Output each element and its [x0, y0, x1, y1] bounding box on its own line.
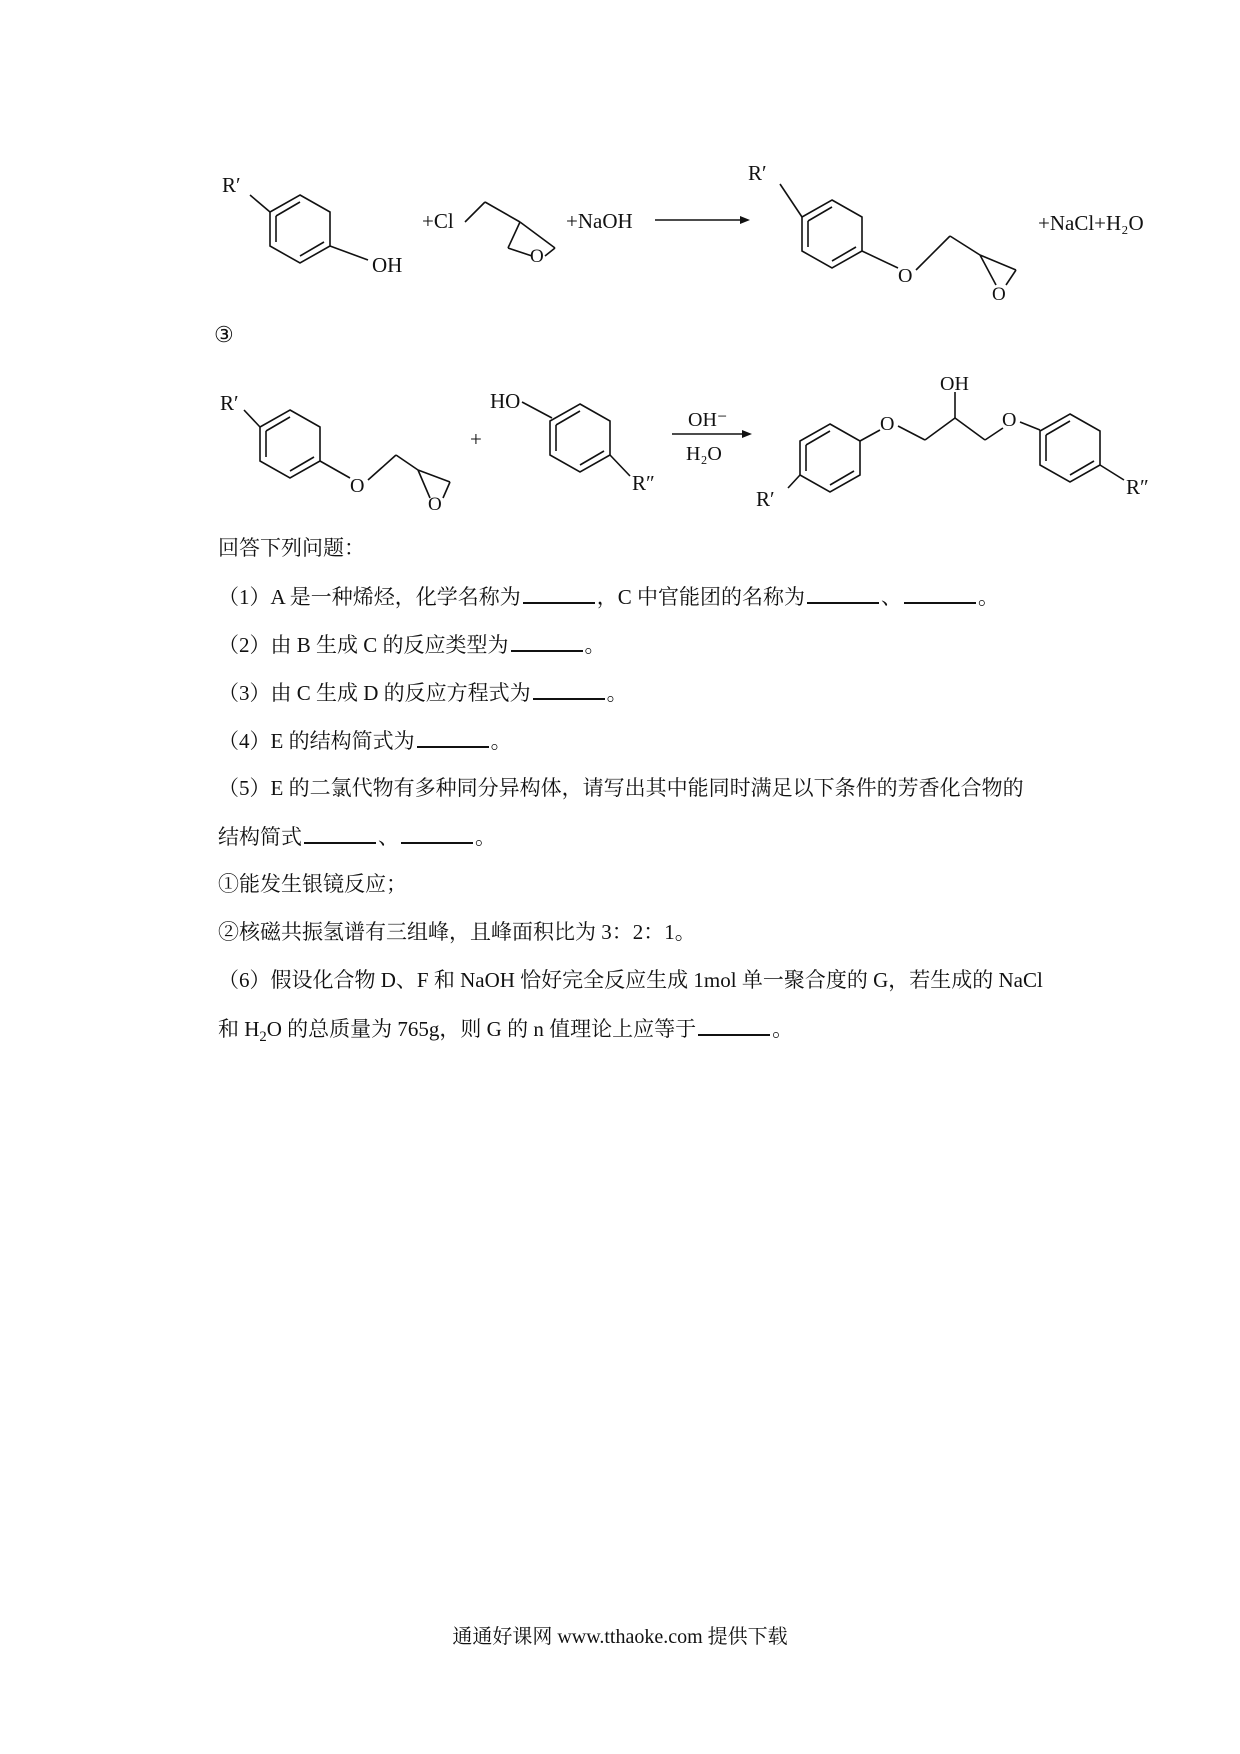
- question-3: （3）由 C 生成 D 的反应方程式为 。: [218, 678, 628, 707]
- oh-label: OH: [372, 253, 403, 277]
- product-epoxide-o-label: O: [992, 284, 1006, 300]
- answer-blank[interactable]: [511, 630, 583, 652]
- ether-o-label: O: [350, 475, 365, 497]
- plus-sign: +: [470, 427, 482, 451]
- product-o-right: O: [1002, 409, 1017, 431]
- question-2: （2）由 B 生成 C 的反应类型为 。: [218, 630, 606, 659]
- benzene-ring: [270, 195, 330, 263]
- plus-cl-label: +Cl: [422, 209, 454, 233]
- product-r-prime-label: R′: [756, 487, 775, 511]
- answer-blank[interactable]: [698, 1014, 770, 1036]
- r-prime-label: R′: [222, 173, 241, 197]
- ho-label: HO: [490, 389, 521, 413]
- epoxide-o-label: O: [428, 494, 442, 515]
- condition-2: ②核磁共振氢谱有三组峰，且峰面积比为 3：2：1。: [218, 920, 696, 944]
- condition-h2o: H₂O: [686, 443, 722, 465]
- product-r-double-label: R″: [1126, 475, 1149, 499]
- answer-blank[interactable]: [304, 822, 376, 844]
- questions-intro: 回答下列问题：: [218, 536, 365, 560]
- r-double-label: R″: [632, 471, 655, 495]
- reaction-scheme-2: [0, 370, 1240, 520]
- condition-oh: OH⁻: [688, 409, 728, 431]
- question-6-line-2: 和 $H_2O$ 的总质量为 765g，则 G 的 n 值理论上应等于 。: [218, 1014, 793, 1051]
- product-oh-label: OH: [940, 373, 969, 395]
- product-o-left: O: [880, 413, 895, 435]
- benzene-ring: [1040, 414, 1100, 482]
- answer-blank[interactable]: [807, 582, 879, 604]
- question-1: （1）A 是一种烯烃，化学名称为 ，C 中官能团的名称为 、 。: [218, 582, 999, 611]
- product-r-prime-label: R′: [748, 161, 767, 185]
- plus-naoh-label: +NaOH: [566, 209, 633, 233]
- question-5-line-2: 结构简式 、 。: [218, 822, 496, 851]
- benzene-ring: [550, 404, 610, 472]
- question-4: （4）E 的结构简式为 。: [218, 726, 512, 755]
- page-footer: 通通好课网 www.tthaoke.com 提供下载: [452, 1626, 788, 1648]
- r-prime-label: R′: [220, 391, 239, 415]
- plus-nacl-h2o-label: +NaCl+H₂O: [1038, 211, 1144, 235]
- answer-blank[interactable]: [904, 582, 976, 604]
- answer-blank[interactable]: [417, 726, 489, 748]
- ether-o-label: O: [898, 265, 913, 287]
- answer-blank[interactable]: [401, 822, 473, 844]
- step-marker: ③: [214, 322, 234, 347]
- benzene-ring: [260, 410, 320, 478]
- condition-1: ①能发生银镜反应；: [218, 872, 407, 896]
- answer-blank[interactable]: [523, 582, 595, 604]
- reaction-scheme-1: [0, 150, 1240, 300]
- epoxide-o-label: O: [530, 246, 544, 267]
- question-5-line-1: （5）E 的二氯代物有多种同分异构体，请写出其中能同时满足以下条件的芳香化合物的: [218, 776, 1024, 800]
- benzene-ring: [802, 200, 862, 268]
- benzene-ring: [800, 424, 860, 492]
- question-6-line-1: （6）假设化合物 D、F 和 NaOH 恰好完全反应生成 1mol 单一聚合度的 G，若生成的 NaCl: [218, 968, 1043, 992]
- answer-blank[interactable]: [533, 678, 605, 700]
